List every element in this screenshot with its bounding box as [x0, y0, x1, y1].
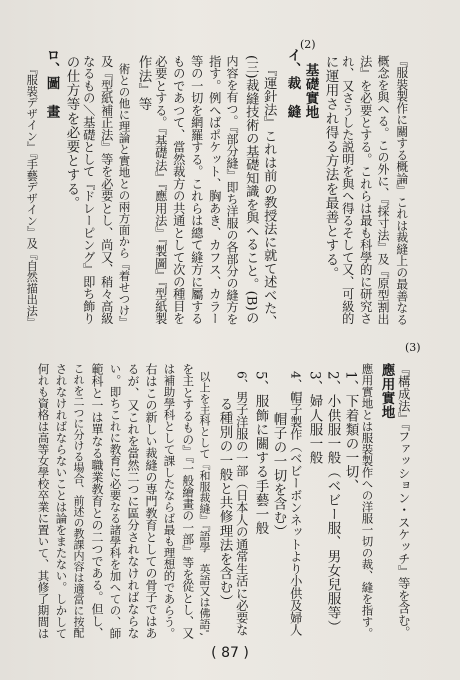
text-column: を主とするもの』『一般繪畫の一部』等を從とし、又 — [180, 363, 195, 640]
text-column: 『服裝製作に關する概論』これは裁縫上の最善なる — [394, 55, 409, 326]
text-column: は補助學科として課したならば最も理想的であらう。 — [162, 363, 177, 639]
section-label-2: (2) — [300, 38, 316, 51]
list-item: 4、帽子製作（ベビーボンネットより小供及婦人 — [288, 371, 303, 637]
text-column: されなければならないことは論をまたない。しかして — [54, 363, 69, 639]
text-column: 『運針法』これは前の教授法に就て述べた、 — [261, 63, 277, 328]
text-column: 何れも資格は高等女學校卒業に置いて、其修了期間は — [36, 363, 51, 639]
text-column: 範科と一は單なる職業教育との二つである。但し、 — [90, 363, 104, 639]
text-column: 法』を必要とする。これらは最も科學的に研究さ — [358, 55, 373, 325]
text-column: 及『型紙補正法』等を必要とし、尚又、稍々高級 — [99, 55, 114, 325]
text-column: 右はこの新しい裁縫の専門教育としての骨子ではあ — [144, 363, 158, 639]
upper-section — [0, 0, 460, 335]
list-item: る種別の一般と共修理法を含む） — [216, 397, 233, 609]
text-column: 指す。例へばポケット、胸あき、カフス、カラー — [207, 55, 222, 325]
list-item: 3、婦人服一般 — [306, 371, 323, 465]
text-column: ものであつて、當然裁方の共通として次の種目を — [171, 55, 186, 325]
text-column: 内容を有つ。『部分縫』即ち洋服の各部分の縫方を — [225, 55, 239, 325]
text-column: れ、又さうした説明を與へ得るそして又、可級的 — [340, 55, 355, 325]
text-column: これを二つに分ける場合、前述の教課内容は適當に按配 — [72, 363, 85, 638]
heading-sewing: イ、裁 縫 — [284, 48, 301, 119]
text-column: 術との他に理論と實地との兩方面から『着せつけ』 — [117, 63, 132, 328]
text-column: 以上を主科として『和服裁縫』『語學 英語又は佛語', — [198, 371, 211, 637]
text-column: 等の一切を網羅する。これらは總て縫方に屬する — [189, 55, 204, 325]
page-number: ( 87 ) — [211, 645, 249, 661]
text-column: 必要とする。『基礎法』『應用法』『製圖』『型紙製 — [153, 55, 168, 325]
list-item: 1、下着類の一切、 — [342, 371, 359, 493]
list-item: 2、小供服一般（ベビー服、男女兒服等） — [324, 371, 341, 634]
text-column: に運用され得る方法を最善とする。 — [322, 55, 339, 281]
text-column: るが、又これを當然二つに區分されなければならな — [126, 363, 140, 639]
text-column: (三)裁縫技術の基礎知識を與へること。(B)の — [243, 55, 259, 324]
list-item: 帽子の一切を含む） — [270, 412, 287, 539]
subheading-applied-practice: 應用實地 — [378, 363, 395, 420]
list-item: 5、服飾に關する手藝一般 — [252, 371, 269, 536]
heading-drawing: ロ、圖 畫 — [43, 48, 60, 119]
text-column: 『服裝デザイン』『手藝デザイン』及『自然描出法』 — [25, 63, 39, 328]
lower-section — [0, 335, 460, 645]
section-label-3: (3) — [405, 341, 421, 354]
text-column: い。即ちこれに教育に必要なる諸學科を加へての、師 — [108, 363, 123, 639]
list-item: 6、男子洋服の一部（日本人の通常生活に必要な — [234, 371, 249, 637]
text-column: の仕方等を必要とする。 — [63, 55, 80, 211]
subheading-foundation-practice: 基礎實地 — [302, 63, 319, 120]
text-column: なるもの＼基礎として『ドレーピング』即ち飾り — [81, 55, 96, 325]
text-column: 應用實地とは服裝製作への洋服一切の裁、縫を指す。 — [360, 363, 375, 639]
text-column: 概念を與へる。この外に、『採寸法』及『原型割出 — [376, 55, 390, 325]
text-column: 『構成法』『ファッション・スケッチ』等を含む。 — [396, 363, 411, 639]
text-column: 作法』等 — [135, 55, 152, 112]
